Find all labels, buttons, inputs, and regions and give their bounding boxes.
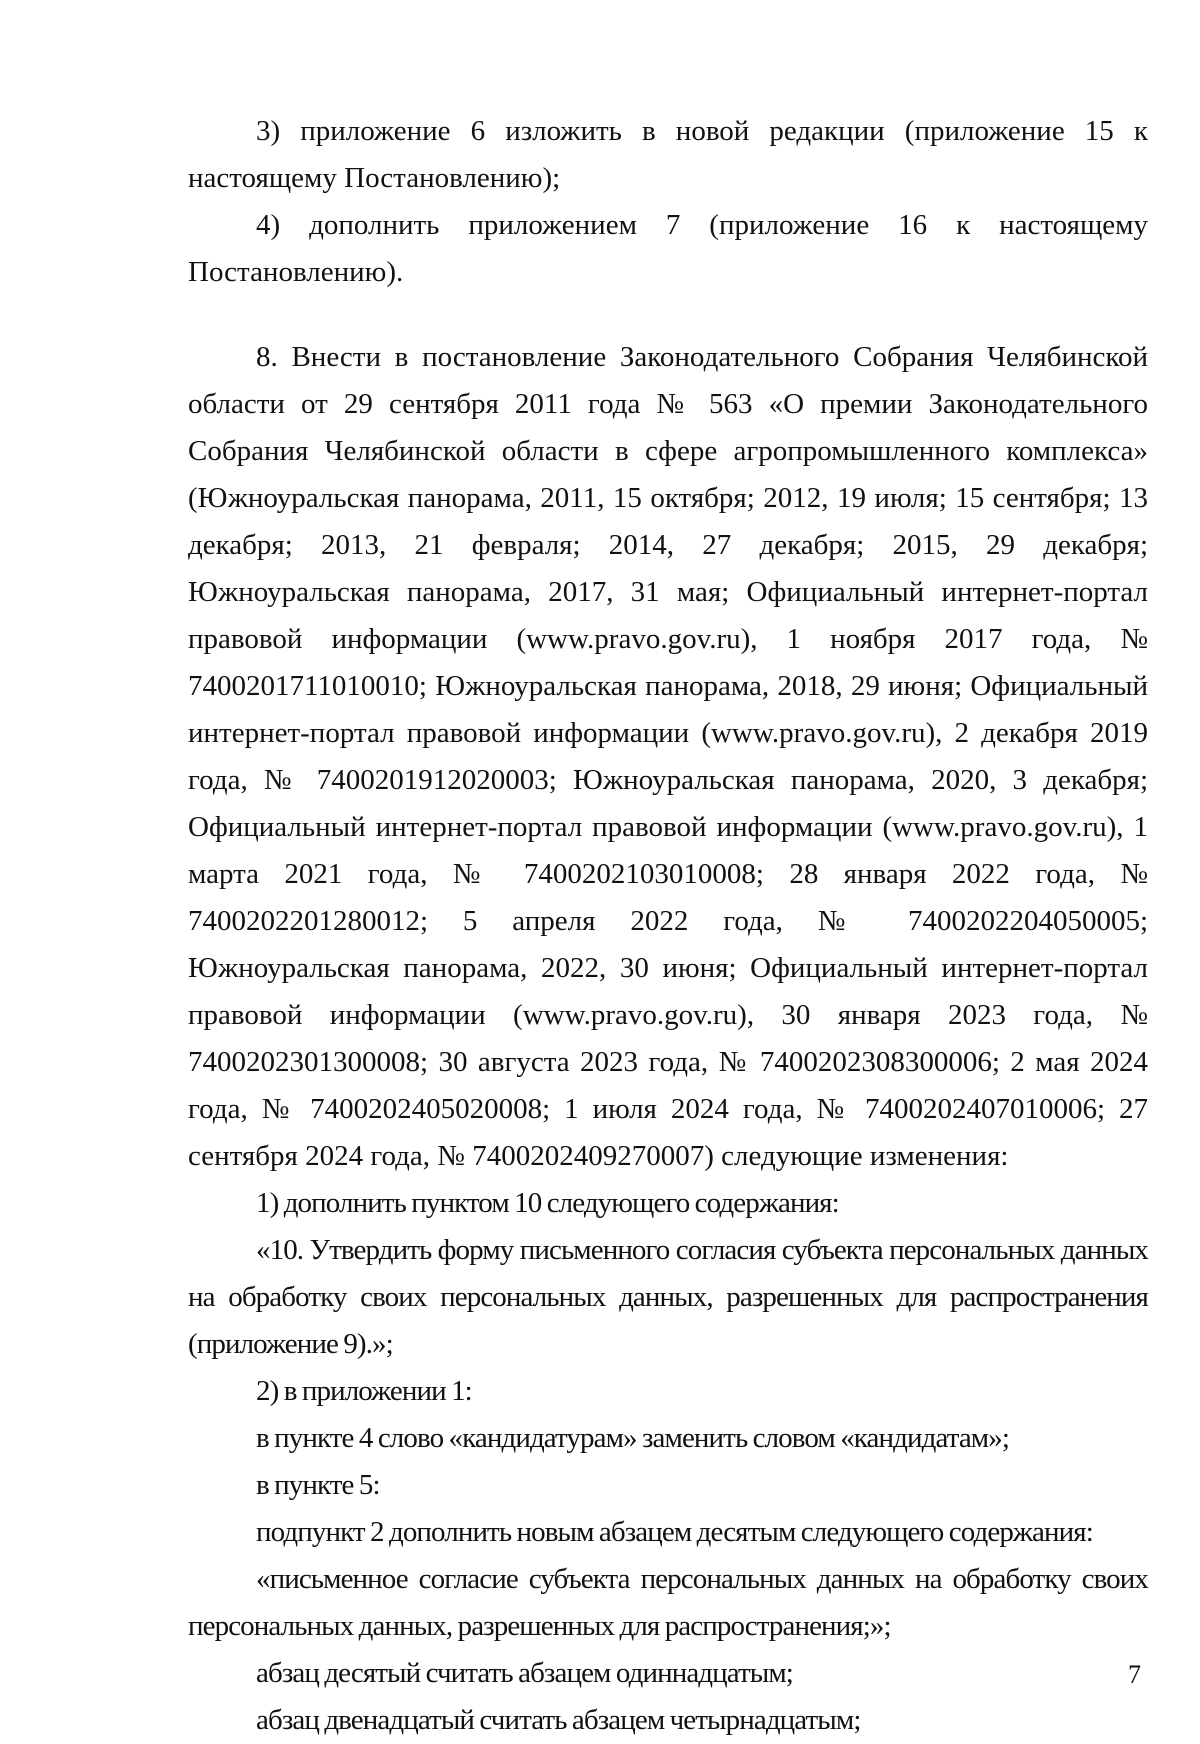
paragraph-amendment-text-10: «10. Утвердить форму письменного согласия субъекта персональных данных на обработку своих персональных данных, разрешенных для распространения (приложение 9).»; (188, 1234, 1148, 1360)
paragraph-point-5: в пункте 5: (256, 1469, 380, 1501)
paragraph-amendment-1: 1) дополнить пунктом 10 следующего содержания: (256, 1187, 839, 1219)
paragraph-subpoint-2: подпункт 2 дополнить новым абзацем десятым следующего содержания: (256, 1516, 1093, 1548)
paragraph-item-4: 4) дополнить приложением 7 (приложение 16 к настоящему Постановлению). (188, 209, 1148, 288)
paragraph-new-paragraph-text: «письменное согласие субъекта персональных данных на обработку своих персональных данных, разрешенных для распространения;»; (188, 1563, 1148, 1642)
paragraph-section-8: 8. Внести в постановление Законодательного Собрания Челябинской области от 29 сентября 2011 года № 563 «О премии Законодательного Собрания Челябинской области в сфере агропромышленного комплекса» (Южноуральская панорама, 2011, 15 октября; 2012, 19 июля; 15 сентября; 13 декабря; 2013, 21 февраля; 2014, 27 декабря; 2015, 29 декабря; Южноуральская панорама, 2017, 31 мая; Официальный интернет-портал правовой информации (www.pravo.gov.ru), 1 ноября 2017 года, № 7400201711010010; Южноуральская панорама, 2018, 29 июня; Официальный интернет-портал правовой информации (www.pravo.gov.ru), 2 декабря 2019 года, № 7400201912020003; Южноуральская панорама, 2020, 3 декабря; Официальный интернет-портал правовой информации (www.pravo.gov.ru), 1 марта 2021 года, № 7400202103010008; 28 января 2022 года, № 7400202201280012; 5 апреля 2022 года, № 7400202204050005; Южноуральская панорама, 2022, 30 июня; Официальный интернет-портал правовой информации (www.pravo.gov.ru), 30 января 2023 года, № 7400202301300008; 30 августа 2023 года, № 7400202308300006; 2 мая 2024 года, № 7400202405020008; 1 июля 2024 года, № 7400202407010006; 27 сентября 2024 года, № 7400202409270007) следующие изменения: (188, 341, 1148, 1172)
paragraph-amendment-2: 2) в приложении 1: (256, 1375, 472, 1407)
page-number: 7 (1128, 1660, 1141, 1689)
paragraph-renumber-12: абзац двенадцатый считать абзацем четырнадцатым; (256, 1704, 861, 1736)
paragraph-item-3: 3) приложение 6 изложить в новой редакции (приложение 15 к настоящему Постановлению); (188, 115, 1148, 194)
paragraph-renumber-10: абзац десятый считать абзацем одиннадцатым; (256, 1657, 793, 1689)
paragraph-point-4: в пункте 4 слово «кандидатурам» заменить словом «кандидатам»; (256, 1422, 1010, 1454)
document-body (188, 108, 1148, 1744)
